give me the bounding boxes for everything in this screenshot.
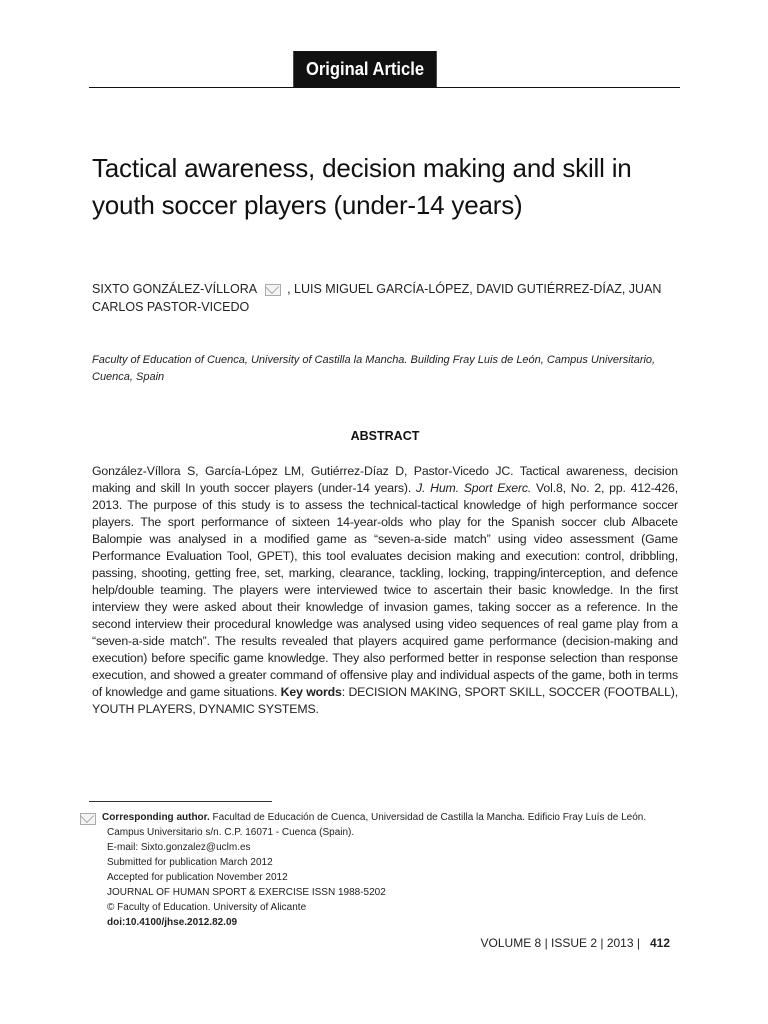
footnote-line: JOURNAL OF HUMAN SPORT & EXERCISE ISSN 1988-5202 [107, 887, 386, 898]
envelope-icon [265, 284, 281, 296]
first-author: SIXTO GONZÁLEZ-VÍLLORA [92, 282, 258, 296]
page-footer [380, 936, 670, 950]
abstract-heading: ABSTRACT [350, 429, 420, 443]
article-type-label: Original Article [305, 59, 425, 79]
abstract-text: The purpose of this study is to assess the technical-tactical knowledge of high performance soccer players. The sport performance of sixteen 14-year-olds who play for the Spanish soccer club Albacete Balompie was analysed in a modified game as “seven-a-side match” using video assessment (Game Performance Evaluation Tool, GPET), this tool evaluates decision making and execution: control, dribbling, passing, shooting, getting free, set, marking, clearance, tackling, locking, trapping/interception, and defence help/double teaming. The players were interviewed twice to ascertain their basic knowledge. In the first interview they were asked about their knowledge of invasion games, taking soccer as a reference. In the second interview their procedural knowledge was analysed using video sequences of real game play from a “seven-a-side match”. The results revealed that players acquired game performance (decision-making and execution) before specific game knowledge. They also performed better in response selection than response execution, and showed a greater command of offensive play and individual aspects of the game, both in terms of knowledge and game situations. [92, 498, 678, 699]
footnote-line: Campus Universitario s/n. C.P. 16071 - Cuenca (Spain). [107, 827, 355, 838]
envelope-icon [80, 813, 96, 825]
journal-name: J. Hum. Sport Exerc. [415, 481, 532, 495]
article-type-badge [293, 51, 437, 88]
footnote-line: Accepted for publication November 2012 [107, 872, 288, 883]
footnote-line: Submitted for publication March 2012 [107, 857, 273, 868]
abstract-body [92, 463, 678, 718]
header-divider [89, 87, 680, 88]
footnote-divider [89, 801, 272, 802]
volume-info: VOLUME 8 | ISSUE 2 | 2013 | [480, 936, 640, 950]
footnote [80, 810, 680, 930]
corresponding-author-address: Facultad de Educación de Cuenca, Universidad de Castilla la Mancha. Edificio Fray Luís de León. [209, 812, 647, 823]
other-authors: , LUIS MIGUEL GARCÍA-LÓPEZ, DAVID GUTIÉRREZ-DÍAZ, JUAN CARLOS PASTOR-VICEDO [92, 282, 662, 314]
doi-link[interactable]: doi:10.4100/jhse.2012.82.09 [107, 917, 238, 928]
affiliation: Faculty of Education of Cuenca, University of Castilla la Mancha. Building Fray Luis de León, Campus Universitario, Cuenca, Spain [92, 354, 656, 383]
corresponding-author-line [80, 810, 680, 825]
citation-details: Vol.8, No. 2, pp. 412-426, 2013. [92, 481, 678, 512]
corresponding-author-label: Corresponding author. [102, 812, 210, 823]
keywords-list: : DECISION MAKING, SPORT SKILL, SOCCER (FOOTBALL), YOUTH PLAYERS, DYNAMIC SYSTEMS. [92, 685, 678, 716]
footnote-email: E-mail: Sixto.gonzalez@uclm.es [107, 842, 251, 853]
author-list [92, 280, 682, 316]
keywords-label: Key words [280, 685, 342, 699]
paper-title: Tactical awareness, decision making and skill in youth soccer players (under-14 years) [92, 153, 632, 220]
page-number: 412 [649, 936, 670, 950]
citation-text: González-Víllora S, García-López LM, Gutiérrez-Díaz D, Pastor-Vicedo JC. Tactical awareness, decision making and skill In youth soccer players (under-14 years). [92, 464, 678, 495]
footnote-line: © Faculty of Education. University of Alicante [107, 902, 307, 913]
